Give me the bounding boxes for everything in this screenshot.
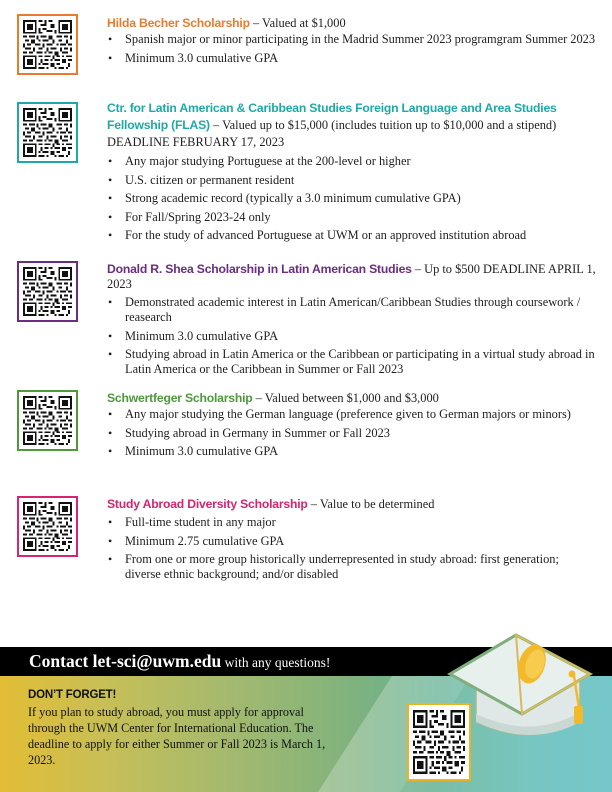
scholarship-title: Ctr. for Latin American & Caribbean Studies Foreign Language and Area Studies Fellowship (FLAS) — [107, 101, 557, 132]
scholarship-title: Study Abroad Diversity Scholarship — [107, 497, 308, 511]
dont-forget-title: DON’T FORGET! — [28, 689, 117, 701]
qr-code-icon[interactable] — [17, 496, 78, 557]
scholarship-heading — [107, 16, 597, 31]
criteria-item: • Demonstrated academic interest in Latin American/Caribbean Studies through coursework / reasearch — [107, 295, 597, 325]
criteria-item: • Any major studying Portuguese at the 200-level or higher — [107, 154, 597, 169]
criteria-item: • Minimum 3.0 cumulative GPA — [107, 51, 597, 66]
qr-code-icon[interactable] — [407, 703, 471, 781]
criteria-list — [107, 515, 597, 582]
criteria-item: • From one or more group historically underrepresented in study abroad: first generation; diverse ethnic background; and/or disabled — [107, 552, 597, 582]
criteria-item: • Minimum 2.75 cumulative GPA — [107, 534, 597, 549]
criteria-item: • For Fall/Spring 2023-24 only — [107, 210, 597, 225]
criteria-item: • Any major studying the German language (preference given to German majors or minors) — [107, 407, 597, 422]
criteria-list — [107, 154, 597, 243]
dont-forget-body: If you plan to study abroad, you must apply for approval through the UWM Center for International Education. The deadline to apply for either Summer or Fall 2023 is March 1, 2023. — [28, 705, 326, 767]
scholarship-value: – Valued between $1,000 and $3,000 — [252, 391, 439, 405]
criteria-item: • Minimum 3.0 cumulative GPA — [107, 444, 597, 459]
criteria-item: • Studying abroad in Latin America or the Caribbean or participating in a virtual study abroad in Latin America or the Caribbean in Summer or Fall 2023 — [107, 347, 597, 377]
scholarship-value: – Value to be determined — [307, 497, 435, 511]
scholarship-heading — [107, 100, 597, 151]
qr-code-icon[interactable] — [17, 261, 78, 322]
criteria-item: • Minimum 3.0 cumulative GPA — [107, 329, 597, 344]
scholarship-value: – Valued at $1,000 — [249, 16, 346, 30]
criteria-item: • Full-time student in any major — [107, 515, 597, 530]
scholarship-title: Hilda Becher Scholarship — [107, 16, 250, 30]
qr-code-icon[interactable] — [17, 102, 78, 163]
criteria-item: • U.S. citizen or permanent resident — [107, 173, 597, 188]
criteria-list — [107, 295, 597, 377]
scholarship-title: Donald R. Shea Scholarship in Latin American Studies — [107, 262, 412, 276]
criteria-item: • For the study of advanced Portuguese at UWM or an approved institution abroad — [107, 228, 597, 243]
criteria-list — [107, 32, 597, 66]
criteria-item: • Spanish major or minor participating in the Madrid Summer 2023 programgram Summer 2023 — [107, 32, 597, 47]
contact-tagline: with any questions! — [221, 655, 331, 670]
criteria-item: • Studying abroad in Germany in Summer or Fall 2023 — [107, 426, 597, 441]
scholarship-title: Schwertfeger Scholarship — [107, 391, 253, 405]
scholarship-value: – Valued up to $15,000 (includes tuition up to $10,000 and a stipend) DEADLINE FEBRUARY 17, 2023 — [107, 118, 557, 149]
scholarship-heading — [107, 262, 597, 292]
criteria-list — [107, 407, 597, 459]
qr-code-icon[interactable] — [17, 14, 78, 75]
scholarship-value: – Up to $500 DEADLINE APRIL 1, 2023 — [107, 262, 596, 291]
scholarship-heading — [107, 391, 597, 406]
contact-email-link[interactable]: Contact let-sci@uwm.edu — [29, 651, 222, 671]
scholarship-heading — [107, 497, 597, 512]
qr-code-icon[interactable] — [17, 390, 78, 451]
criteria-item: • Strong academic record (typically a 3.0 minimum cumulative GPA) — [107, 191, 597, 206]
